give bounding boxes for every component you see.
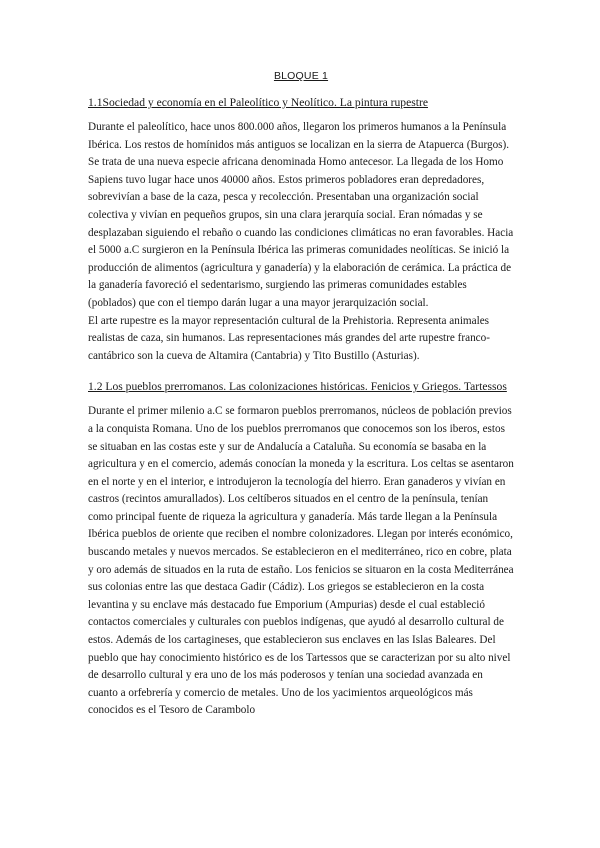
document-title: BLOQUE 1 — [273, 70, 329, 82]
section-paragraph: Durante el paleolítico, hace unos 800.000 años, llegaron los primeros humanos a la Península Ibérica. Los restos de homínidos más antiguos se localizan en la sierra de Atapuerca (Burgos). Se trata de una nueva especie africana denominada Homo antecesor. La llegada de los Homo Sapiens tuvo lugar hace unos 40000 años. Estos primeros pobladores eran depredadores, sobrevivían a base de la caza, pesca y recolección. Presentaban una organización social colectiva y vivían en pequeños grupos, sin una clara jerarquía social. Eran nómadas y se desplazaban siguiendo el rebaño o cuando las condiciones climáticas no eran favorables. Hacia el 5000 a.C surgieron en la Península Ibérica las primeras comunidades neolíticas. Se inició la producción de alimentos (agricultura y ganadería) y la elaboración de cerámica. La práctica de la ganadería favoreció el sedentarismo, surgiendo las primeras comunidades estables (poblados) que con el tiempo darán lugar a una mayor jerarquización social. — [88, 121, 514, 309]
section-paragraph: El arte rupestre es la mayor representación cultural de la Prehistoria. Representa animales realistas de caza, sin humanos. Las representaciones más grandes del arte rupestre franco-cantábrico son la cueva de Altamira (Cantabria) y Tito Bustillo (Asturias). — [88, 314, 490, 362]
section-paragraph: Durante el primer milenio a.C se formaron pueblos prerromanos, núcleos de población previos a la conquista Romana. Uno de los pueblos prerromanos que conocemos son los iberos, estos se situaban en las costas este y sur de Andalucía a Cataluña. Su economía se basaba en la agricultura y en el comercio, además conocían la moneda y la escritura. Los celtas se asentaron en el norte y en el interior, e introdujeron la tecnología del hierro. Eran ganaderos y vivían en castros (recintos amurallados). Los celtíberos situados en el centro de la península, tenían como principal fuente de riqueza la agricultura y ganadería. Más tarde llegan a la Península Ibérica pueblos de oriente que reciben el nombre colonizadores. Llegan por interés económico, buscando metales y nuevos mercados. Se establecieron en el mediterráneo, rico en cobre, plata y oro además de situados en la ruta de estaño. Los fenicios se situaron en la costa Mediterránea sus colonias entre las que destaca Gadir (Cádiz). Los griegos se establecieron en la costa levantina y su enclave más destacado fue Emporium (Ampurias) desde el cual estableció contactos comerciales y culturales con pueblos indígenas, que ayudó al desarrollo cultural de estos. Además de los cartagineses, que establecieron sus enclaves en las Islas Baleares. Del pueblo que hay conocimiento histórico es de los Tartessos que se caracterizan por su alto nivel de desarrollo cultural y era uno de los más poderosos y tenían una sociedad avanzada en cuanto a orfebrería y comercio de metales. Uno de los yacimientos arqueológicos más conocidos es el Tesoro de Carambolo — [88, 405, 514, 717]
section-heading: 1.2 Los pueblos prerromanos. Las colonizaciones históricas. Fenicios y Griegos. Tartessos — [88, 380, 507, 394]
section-heading: 1.1Sociedad y economía en el Paleolítico y Neolítico. La pintura rupestre — [88, 96, 428, 109]
